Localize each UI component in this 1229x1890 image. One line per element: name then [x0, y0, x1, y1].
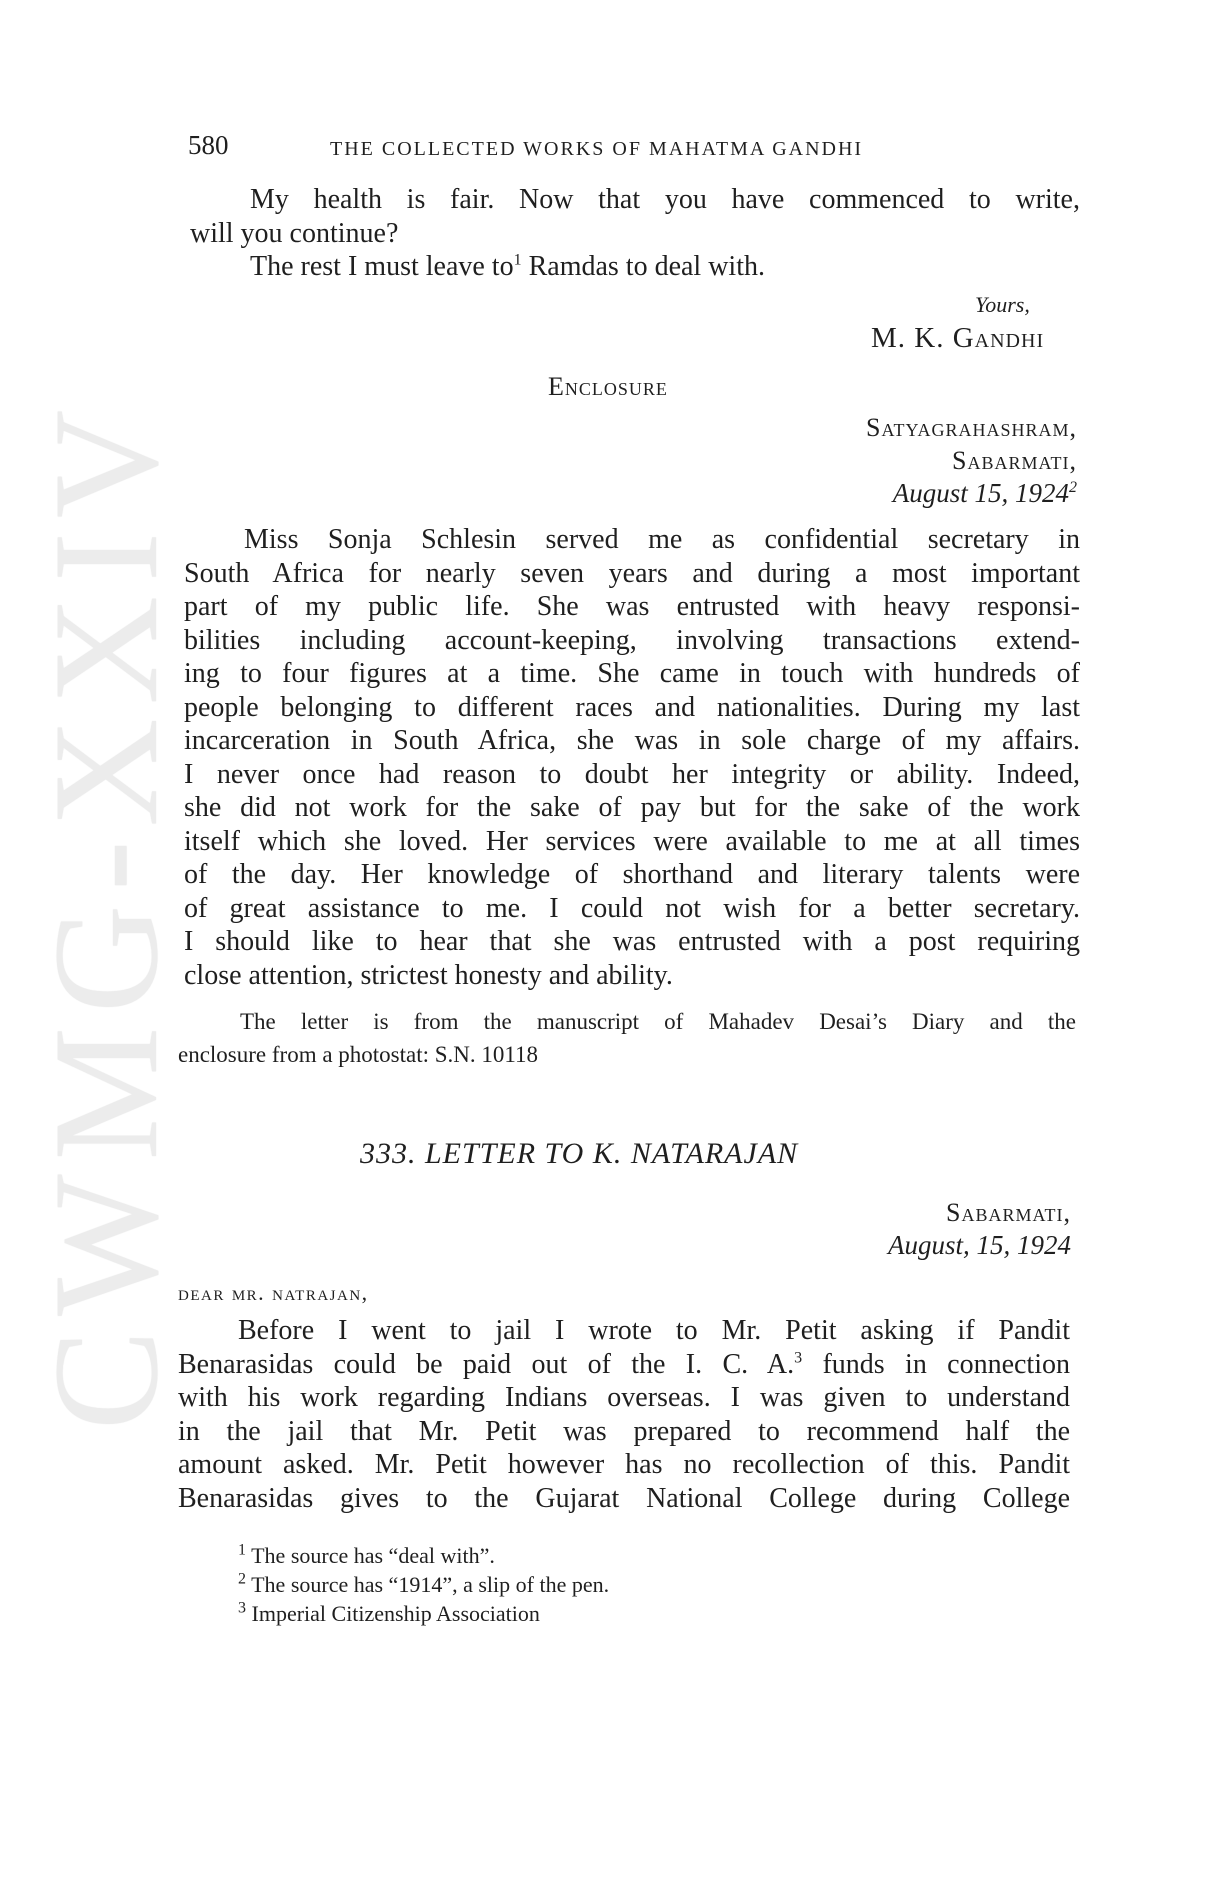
footnote-ref: 3 [794, 1349, 803, 1367]
letter-place: Sabarmati, [946, 1198, 1071, 1227]
footnote-number: 3 [238, 1599, 246, 1617]
footnote [238, 1570, 609, 1599]
text-line: I never once had reason to doubt her integrity or ability. Indeed, [184, 758, 1080, 790]
footnote-ref: 1 [513, 251, 522, 269]
text-fragment: Ramdas to deal with. [521, 251, 765, 282]
signature: M. K. Gandhi [871, 322, 1045, 354]
text-line: of great assistance to me. I could not wish for a better secretary. [184, 892, 1080, 924]
text-line: itself which she loved. Her services were available to me at all times [184, 825, 1080, 857]
text-line: will you continue? [190, 217, 399, 249]
text-line: close attention, strictest honesty and ability. [184, 959, 673, 991]
source-note [178, 1005, 1076, 1071]
enclosure-place-line-1: Satyagrahashram, [866, 413, 1077, 442]
letter-closing-paragraph [190, 183, 1080, 284]
text-fragment: The rest I must leave to [250, 251, 514, 282]
letter-body [178, 1314, 1070, 1515]
text-line: people belonging to different races and nationalities. During my last [184, 691, 1080, 723]
text-line: ing to four figures at a time. She came in touch with hundreds of [184, 658, 1080, 689]
footnote-number: 1 [238, 1541, 246, 1559]
text-line: part of my public life. She was entrusted with heavy responsi- [184, 591, 1080, 622]
text-line: she did not work for the sake of pay but for the sake of the work [184, 792, 1080, 823]
text-line: Before I went to jail I wrote to Mr. Petit asking if Pandit [238, 1315, 1070, 1346]
date-text: August 15, 1924 [892, 478, 1069, 508]
text-line: I should like to hear that she was entrusted with a post requiring [184, 926, 1080, 957]
text-line [190, 250, 1080, 284]
enclosure-body [184, 523, 1080, 992]
text-line: My health is fair. Now that you have commenced to write, [250, 184, 1080, 215]
footnote [238, 1541, 609, 1570]
source-line: enclosure from a photostat: S.N. 10118 [178, 1042, 539, 1067]
text-line: in the jail that Mr. Petit was prepared to recommend half the [178, 1415, 1070, 1447]
letter-date: August, 15, 1924 [887, 1230, 1071, 1260]
enclosure-heading: Enclosure [548, 372, 668, 401]
footnotes [238, 1541, 609, 1628]
watermark: CWMG-XXIV [23, 395, 189, 1430]
text-line: Miss Sonja Schlesin served me as confidential secretary in [244, 524, 1080, 555]
running-title: THE COLLECTED WORKS OF MAHATMA GANDHI [330, 138, 864, 160]
text-line: of the day. Her knowledge of shorthand and literary talents were [184, 859, 1080, 890]
source-line: The letter is from the manuscript of Mahadev Desai’s Diary and the [240, 1009, 1076, 1034]
footnote-text: Imperial Citizenship Association [251, 1601, 540, 1626]
document-heading: 333. LETTER TO K. NATARAJAN [360, 1137, 799, 1170]
footnote-text: The source has “1914”, a slip of the pen. [251, 1572, 610, 1597]
text-fragment: funds in connection [802, 1348, 1070, 1380]
page-number: 580 [188, 130, 229, 160]
footnote-ref: 2 [1069, 479, 1077, 496]
letter-salutation: dear mr. natrajan, [178, 1280, 369, 1305]
text-fragment: Benarasidas could be paid out of the I. C. A. [178, 1348, 795, 1380]
closing-yours: Yours, [975, 292, 1030, 317]
text-line: bilities including account-keeping, involving transactions extend- [184, 624, 1080, 656]
footnote-number: 2 [238, 1570, 246, 1588]
text-line: incarceration in South Africa, she was in sole charge of my affairs. [184, 725, 1080, 756]
enclosure-place-line-2: Sabarmati, [952, 446, 1077, 475]
footnote-text: The source has “deal with”. [251, 1543, 495, 1568]
enclosure-date [893, 478, 1077, 509]
text-line: with his work regarding Indians overseas. I was given to understand [178, 1382, 1070, 1413]
text-line: South Africa for nearly seven years and during a most important [184, 557, 1080, 589]
text-line [178, 1348, 1070, 1382]
text-line: amount asked. Mr. Petit however has no recollection of this. Pandit [178, 1449, 1070, 1480]
text-line: Benarasidas gives to the Gujarat National College during College [178, 1482, 1070, 1514]
footnote [238, 1599, 609, 1628]
